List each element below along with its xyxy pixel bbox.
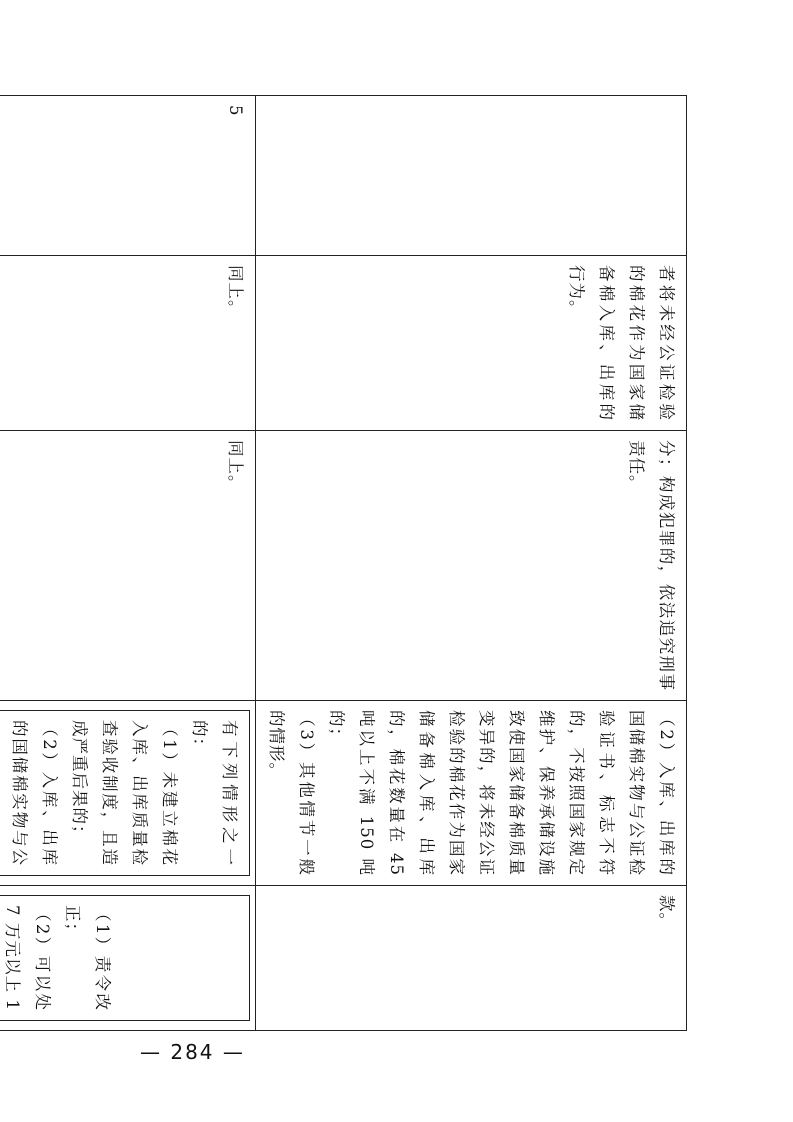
- row-a-penalty-cell: 款。: [256, 886, 687, 1031]
- row-a-basis-cell: 分；构成犯罪的，依法追究刑事责任。: [256, 431, 687, 701]
- row-b-penalty-cell: [0, 886, 256, 1031]
- row-a-circumstance-cell: （2）入库、出库的国储棉实物与公证检验证书、标志不符的，不按照国家规定维护、保养承储设施致使国家储备棉质量变异的，将未经公证检验的棉花作为国家储备棉入库、出库的，棉花数量在 45 吨以上不满 150 吨的； （3）其他情节一般的情形。: [256, 701, 687, 886]
- page-number: — 284 —: [140, 1040, 245, 1064]
- penalty-table: [0, 95, 687, 1031]
- row-a-behavior-cell: 者将未经公证检验的棉花作为国家储备棉入库、出库的行为。: [256, 256, 687, 431]
- row-b-penalty-split: （1）责令改正； （2）可以处 7 万元以上 1: [0, 895, 250, 1021]
- table-row: [0, 96, 256, 1031]
- row-b-number-cell: 5: [0, 96, 256, 256]
- rotated-table-wrapper: [3, 95, 687, 1030]
- table-row: [256, 96, 687, 1031]
- row-b-basis-cell: 同上。: [0, 431, 256, 701]
- row-b-circumstance-cell: [0, 701, 256, 886]
- row-a-number-cell: [256, 96, 687, 256]
- row-b-behavior-cell: 同上。: [0, 256, 256, 431]
- row-b-circumstance-split: 有下列情形之一的： （1）未建立棉花入库、出库质量检查验收制度，且造成严重后果的； （2）入库、出库的国储棉实物与公: [0, 710, 250, 876]
